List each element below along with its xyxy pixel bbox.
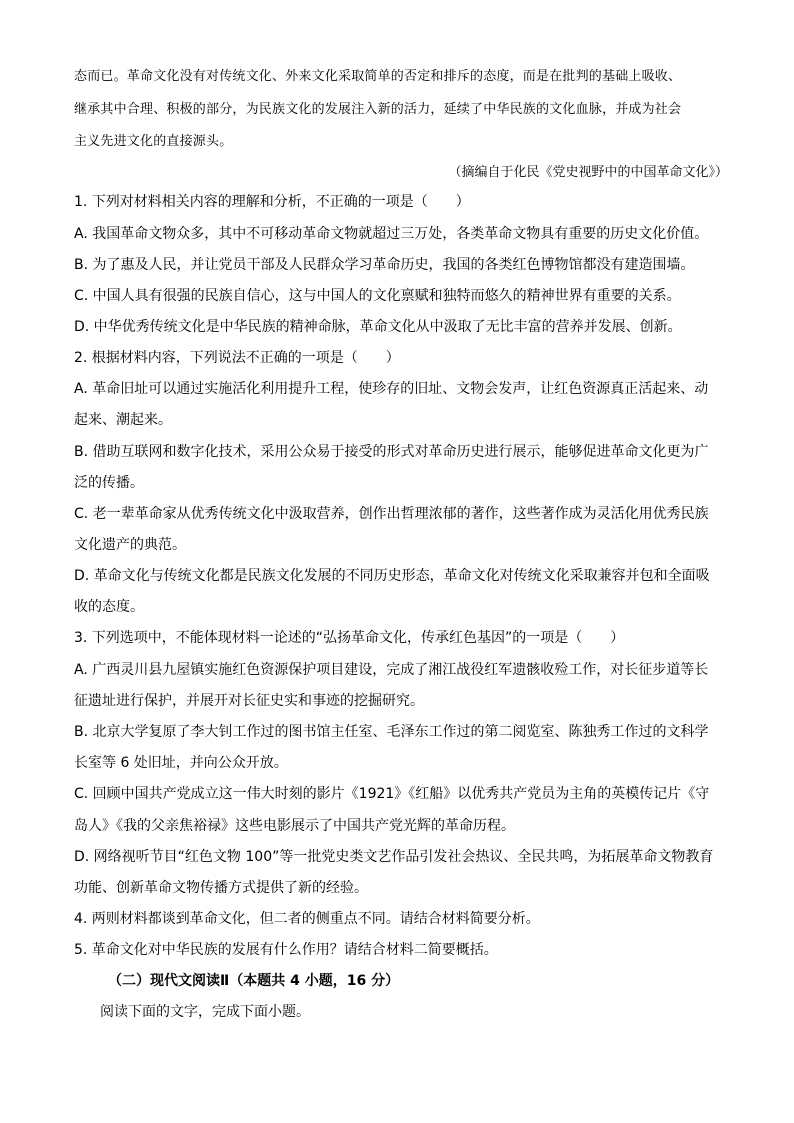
question-4-stem: 4. 两则材料都谈到革命文化，但二者的侧重点不同。请结合材料简要分析。	[74, 911, 540, 927]
section-instruction: 阅读下面的文字，完成下面小题。	[100, 1004, 310, 1020]
passage-line: 主义先进文化的直接源头。	[74, 134, 233, 149]
section-heading: （二）现代文阅读Ⅱ（本题共 4 小题，16 分）	[108, 973, 400, 989]
question-1-stem: 1. 下列对材料相关内容的理解和分析，不正确的一项是（ ）	[74, 194, 470, 210]
question-1-option-a: A. 我国革命文物众多，其中不可移动革命文物就超过三万处，各类革命文物具有重要的历史文化价值。	[74, 226, 709, 242]
question-3-option-a-cont: 征遗址进行保护，并展开对长征史实和事迹的挖掘研究。	[74, 693, 424, 709]
question-2-option-a-cont: 起来、潮起来。	[74, 412, 172, 428]
question-2-option-c: C. 老一辈革命家从优秀传统文化中汲取营养，创作出哲理浓郁的著作，这些著作成为灵活化用优秀民族	[74, 506, 709, 522]
question-5-stem: 5. 革命文化对中华民族的发展有什么作用？请结合材料二简要概括。	[74, 942, 498, 958]
question-3-stem: 3. 下列选项中，不能体现材料一论述的“弘扬革命文化，传承红色基因”的一项是（ ）	[74, 630, 625, 646]
question-1-option-d: D. 中华优秀传统文化是中华民族的精神命脉，革命文化从中汲取了无比丰富的营养并发展、创新。	[74, 319, 682, 335]
question-2-option-c-cont: 文化遗产的典范。	[74, 537, 186, 553]
question-2-option-d-cont: 收的态度。	[74, 599, 144, 615]
question-2-option-a: A. 革命旧址可以通过实施活化利用提升工程，使珍存的旧址、文物会发声，让红色资源真正活起来、动	[74, 381, 709, 397]
question-3-option-d: D. 网络视听节目“红色文物 100”等一批党史类文艺作品引发社会热议、全民共鸣，为拓展革命文物教育	[74, 849, 714, 865]
question-2-option-b: B. 借助互联网和数字化技术，采用公众易于接受的形式对革命历史进行展示，能够促进革命文化更为广	[74, 444, 709, 460]
question-2-option-d: D. 革命文化与传统文化都是民族文化发展的不同历史形态，革命文化对传统文化采取兼容并包和全面吸	[74, 568, 710, 584]
question-3-option-c-cont: 岛人》《我的父亲焦裕禄》这些电影展示了中国共产党光辉的革命历程。	[74, 818, 515, 834]
passage-source: （摘编自于化民《党史视野中的中国革命文化》）	[448, 165, 728, 180]
question-3-option-a: A. 广西灵川县九屋镇实施红色资源保护项目建设，完成了湘江战役红军遗骸收殓工作，对长征步道等长	[74, 662, 709, 678]
passage-line: 继承其中合理、积极的部分，为民族文化的发展注入新的活力，延续了中华民族的文化血脉，并成为社会	[74, 102, 682, 117]
question-1-option-b: B. 为了惠及人民，并让党员干部及人民群众学习革命历史，我国的各类红色博物馆都没有建造围墙。	[74, 257, 695, 273]
passage-line: 态而已。革命文化没有对传统文化、外来文化采取简单的否定和排斥的态度，而是在批判的基础上吸收、	[74, 69, 682, 84]
question-2-option-b-cont: 泛的传播。	[74, 475, 144, 491]
question-3-option-d-cont: 功能、创新革命文物传播方式提供了新的经验。	[74, 880, 368, 896]
question-3-option-b-cont: 长室等 6 处旧址，并向公众开放。	[74, 755, 288, 771]
question-2-stem: 2. 根据材料内容，下列说法不正确的一项是（ ）	[74, 350, 400, 366]
question-1-option-c: C. 中国人具有很强的民族自信心，这与中国人的文化禀赋和独特而悠久的精神世界有重要的关系。	[74, 288, 681, 304]
question-3-option-b: B. 北京大学复原了李大钊工作过的图书馆主任室、毛泽东工作过的第二阅览室、陈独秀工作过的文科学	[74, 724, 709, 740]
question-3-option-c: C. 回顾中国共产党成立这一伟大时刻的影片《1921》《红船》以优秀共产党员为主角的英模传记片《守	[74, 786, 710, 802]
